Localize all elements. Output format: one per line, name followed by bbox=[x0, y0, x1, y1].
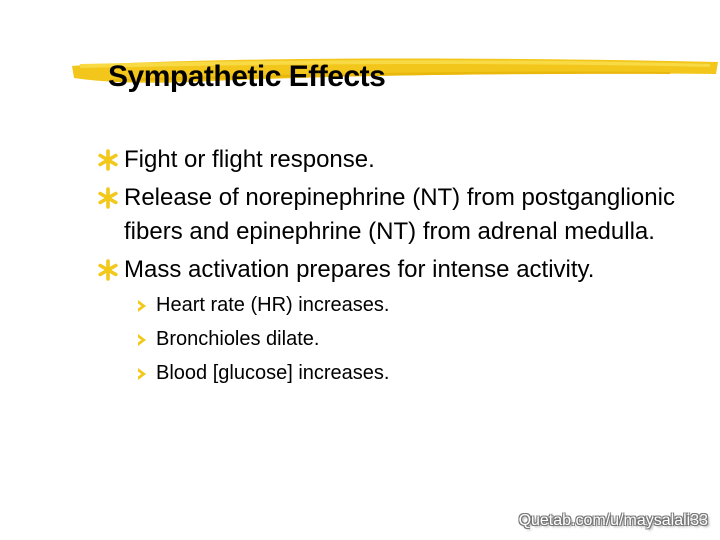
bullet-item bbox=[97, 143, 697, 177]
sub-bullet-text: Bronchioles dilate. bbox=[156, 328, 320, 350]
chevron-right-icon bbox=[135, 367, 149, 381]
bullet-list bbox=[97, 143, 697, 395]
sub-bullet-list bbox=[97, 293, 697, 386]
bullet-text: Release of norepinephrine (NT) from postganglionic fibers and epinephrine (NT) from adrenal medulla. bbox=[124, 184, 675, 245]
sub-bullet-text: Heart rate (HR) increases. bbox=[156, 294, 390, 316]
sub-bullet-item bbox=[97, 361, 697, 386]
asterisk-icon bbox=[97, 149, 119, 171]
slide-title: Sympathetic Effects bbox=[108, 60, 386, 93]
bullet-item bbox=[97, 181, 697, 249]
bullet-item bbox=[97, 253, 697, 287]
chevron-right-icon bbox=[135, 299, 149, 313]
source-watermark: Quetab.com/u/maysalali33 bbox=[518, 512, 708, 529]
sub-bullet-item bbox=[97, 293, 697, 318]
asterisk-icon bbox=[97, 187, 119, 209]
chevron-right-icon bbox=[135, 333, 149, 347]
bullet-text: Fight or flight response. bbox=[124, 146, 375, 173]
asterisk-icon bbox=[97, 259, 119, 281]
bullet-text: Mass activation prepares for intense activity. bbox=[124, 256, 595, 283]
sub-bullet-text: Blood [glucose] increases. bbox=[156, 362, 390, 384]
sub-bullet-item bbox=[97, 327, 697, 352]
